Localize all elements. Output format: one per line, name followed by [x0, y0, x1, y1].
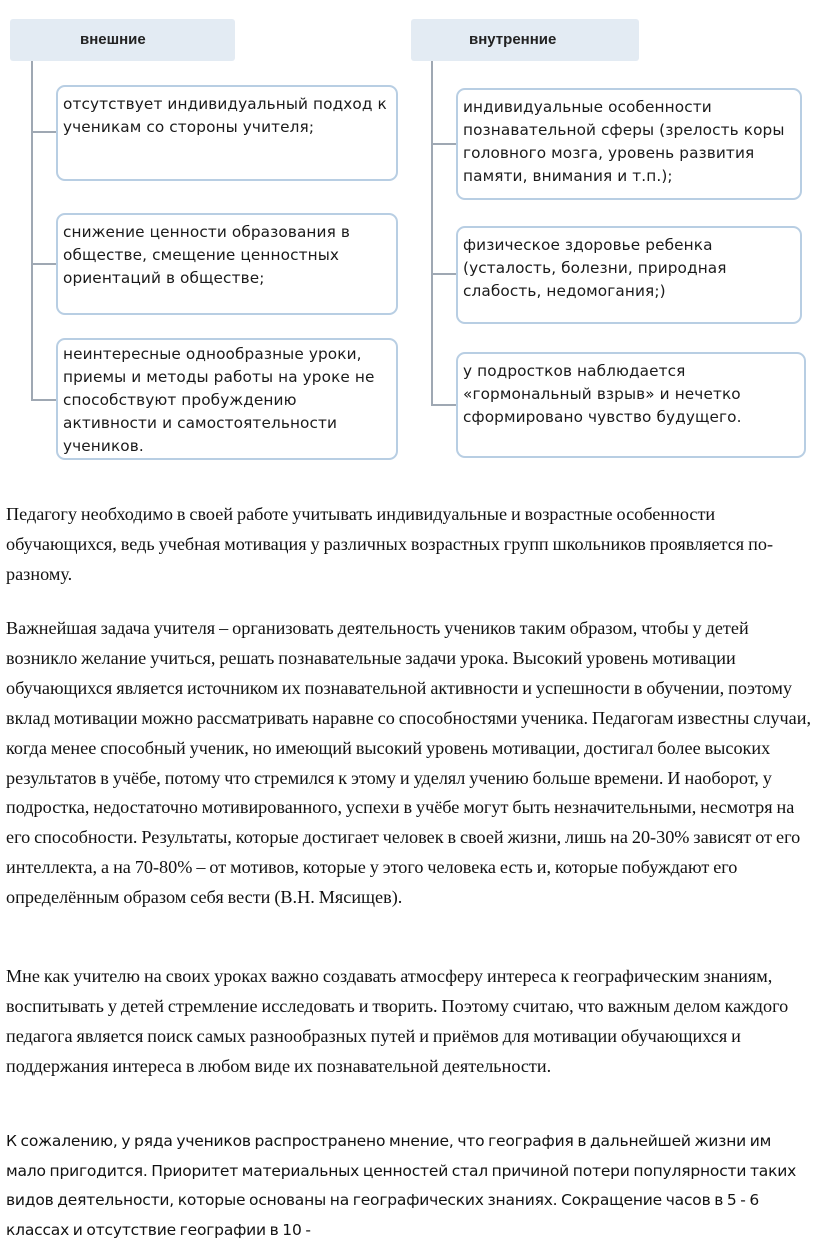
external-factor-1-text: отсутствует индивидуальный подход к ученикам со стороны учителя;	[63, 95, 387, 136]
external-factor-3-text: неинтересные однообразные уроки, приемы и методы работы на уроке не способствуют пробуждению активности и самостоятельности учеников.	[63, 345, 375, 455]
internal-factor-1-text: индивидуальные особенности познавательной сферы (зрелость коры головного мозга, уровень развития памяти, внимания и т.п.);	[463, 98, 785, 185]
external-factor-2-text: снижение ценности образования в обществе, смещение ценностных ориентаций в обществе;	[63, 223, 350, 287]
left-connector-3	[31, 399, 58, 401]
paragraph-2: Важнейшая задача учителя – организовать деятельность учеников таким образом, чтобы у детей возникло желание учиться, решать познавательные задачи урока. Высокий уровень мотивации обучающихся является источником их познавательной активности и успешности в обучении, поэтому вклад мотивации можно рассматривать наравне со способностями ученика. Педагогам известны случаи, когда менее способный ученик, но имеющий высокий уровень мотивации, достигал более высоких результатов в учёбе, потому что стремился к этому и уделял учению больше времени. И наоборот, у подростка, недостаточно мотивированного, успехи в учёбе могут быть незначительными, несмотря на его способности. Результаты, которые достигает человек в своей жизни, лишь на 20-30% зависят от его интеллекта, а на 70-80% – от мотивов, которые у этого человека есть и, которые побуждают его определённым образом себя вести (В.Н. Мясищев).	[6, 618, 811, 908]
external-factor-1	[56, 85, 398, 181]
internal-factors-title: внутренние	[469, 31, 557, 48]
right-vertical-connector	[431, 61, 433, 406]
internal-factor-3-text: у подростков наблюдается «гормональный взрыв» и нечетко сформировано чувство будущего.	[463, 362, 742, 426]
paragraph-3: Мне как учителю на своих уроках важно создавать атмосферу интереса к географическим знаниям, воспитывать у детей стремление исследовать и творить. Поэтому считаю, что важным делом каждого педагога является поиск самых разнообразных путей и приёмов для мотивации обучающихся и поддержания интереса в любом виде их познавательной деятельности.	[6, 966, 789, 1076]
left-connector-2	[31, 263, 58, 265]
right-connector-2	[431, 273, 458, 275]
motivation-factors-diagram	[0, 0, 816, 470]
paragraph-1: Педагогу необходимо в своей работе учитывать индивидуальные и возрастные особенности обучающихся, ведь учебная мотивация у различных возрастных групп школьников проявляется по-разному.	[6, 504, 774, 584]
left-vertical-connector	[31, 61, 33, 401]
internal-factor-3	[456, 352, 806, 458]
internal-factors-header	[411, 19, 639, 61]
external-factors-header	[10, 19, 235, 61]
left-connector-1	[31, 131, 58, 133]
external-factors-title: внешние	[80, 31, 146, 48]
right-connector-1	[431, 143, 458, 145]
internal-factor-2	[456, 226, 802, 324]
external-factor-3	[56, 338, 398, 460]
internal-factor-1	[456, 88, 802, 200]
paragraph-4: К сожалению, у ряда учеников распространено мнение, что география в дальнейшей жизни им мало пригодится. Приоритет материальных ценностей стал причиной потери популярности таких видов деятельности, которые основаны на географических знаниях. Сокращение часов в 5 - 6 классах и отсутствие географии в 10 -	[6, 1132, 797, 1239]
internal-factor-2-text: физическое здоровье ребенка (усталость, болезни, природная слабость, недомогания;)	[463, 236, 727, 300]
right-connector-3	[431, 404, 458, 406]
external-factor-2	[56, 213, 398, 315]
